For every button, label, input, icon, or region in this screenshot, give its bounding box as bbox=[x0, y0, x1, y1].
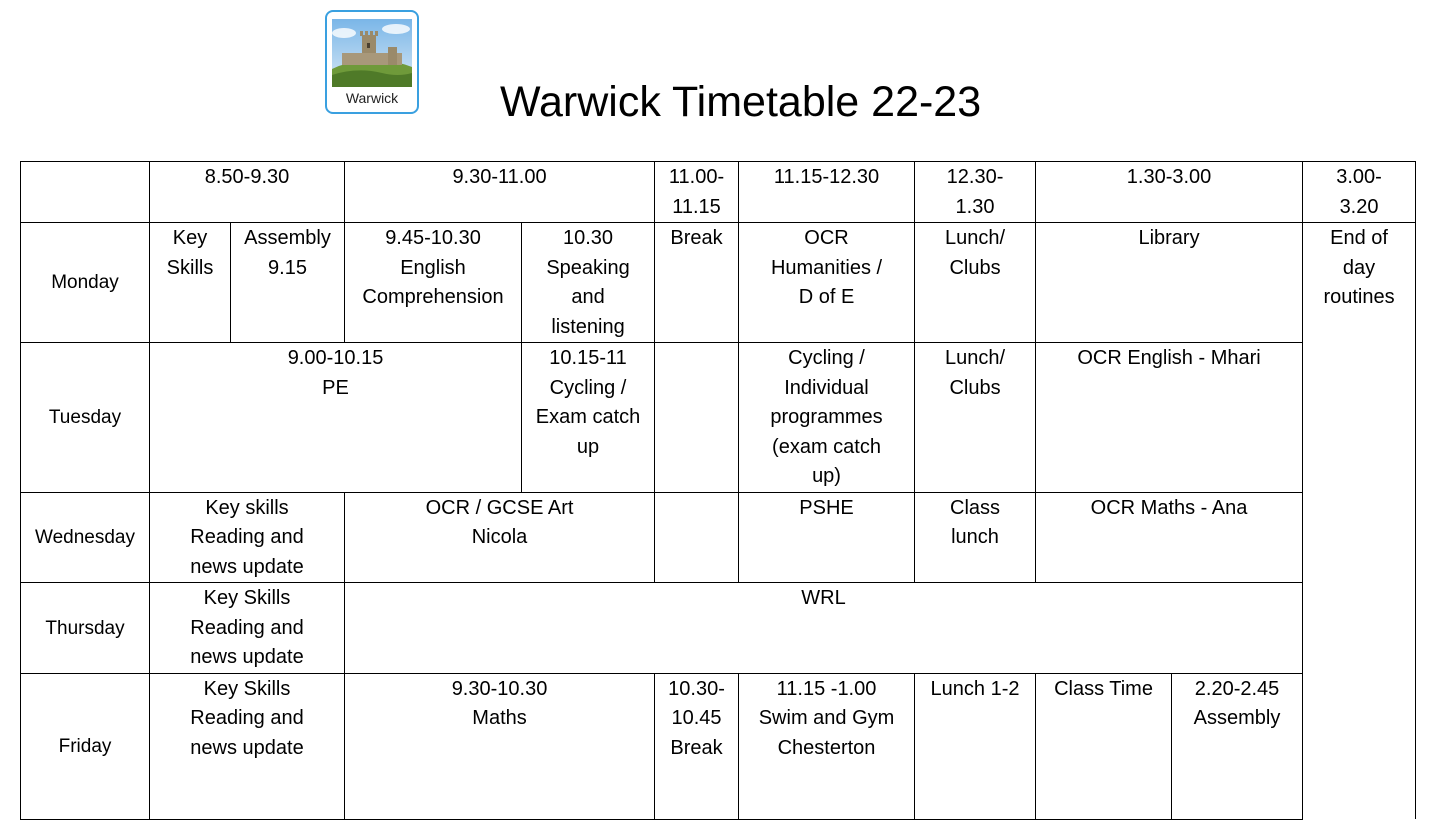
monday-english bbox=[345, 223, 522, 343]
friday-lunch bbox=[915, 673, 1036, 819]
cell-text-line: PE bbox=[322, 376, 349, 399]
wednesday-key-skills bbox=[150, 492, 345, 583]
cell-text-line: routines bbox=[1323, 286, 1395, 308]
timetable bbox=[20, 161, 1416, 820]
cell-text-line: 3.20 bbox=[1339, 195, 1379, 218]
wednesday-ocr-maths bbox=[1036, 492, 1303, 583]
cell-text-line: PSHE bbox=[799, 496, 854, 519]
cell-text-line: Key Skills bbox=[203, 587, 291, 609]
cell-text-line: D of E bbox=[798, 286, 855, 308]
cell-text-line: 10.30- bbox=[668, 677, 725, 700]
day-label-friday: Friday bbox=[21, 673, 150, 819]
cell-text-line: 11.15 -1.00 bbox=[776, 677, 877, 700]
cell-text-line: Clubs bbox=[949, 256, 1001, 279]
cell-text-line: Maths bbox=[472, 707, 527, 729]
cell-text-line: OCR English - Mhari bbox=[1077, 347, 1261, 369]
cell-text-line: Break bbox=[670, 227, 723, 249]
wednesday-pshe bbox=[739, 492, 915, 583]
day-label-monday: Monday bbox=[21, 223, 150, 343]
cell-text-line: Exam catch bbox=[535, 406, 641, 428]
tuesday-lunch bbox=[915, 343, 1036, 493]
day-label-tuesday: Tuesday bbox=[21, 343, 150, 493]
monday-ocr bbox=[739, 223, 915, 343]
cell-text-line: 3.00- bbox=[1336, 166, 1382, 188]
end-of-day-routines bbox=[1303, 223, 1416, 820]
wednesday-lunch bbox=[915, 492, 1036, 583]
cell-text-line: End of bbox=[1330, 227, 1388, 249]
wednesday-art bbox=[345, 492, 655, 583]
header-row bbox=[21, 162, 1416, 223]
cell-text-line: lunch bbox=[951, 526, 999, 548]
friday-class-time bbox=[1036, 673, 1172, 819]
cell-text-line: Chesterton bbox=[777, 736, 876, 759]
cell-text-line: up bbox=[576, 435, 600, 458]
cell-text-line: 9.00-10.15 bbox=[287, 347, 384, 369]
monday-library bbox=[1036, 223, 1303, 343]
cell-text-line: OCR / GCSE Art bbox=[425, 496, 574, 519]
cell-text-line: Speaking bbox=[546, 256, 630, 279]
cell-text-line: news update bbox=[190, 646, 304, 668]
cell-text-line: 1.30-3.00 bbox=[1126, 166, 1212, 188]
cell-text-line: and bbox=[571, 286, 605, 308]
cell-text-line: Humanities / bbox=[770, 256, 883, 279]
cell-text-line: 2.20-2.45 bbox=[1194, 677, 1280, 700]
cell-text-line: Comprehension bbox=[362, 286, 504, 308]
cell-text-line: 12.30- bbox=[946, 166, 1004, 188]
cell-text-line: Class Time bbox=[1054, 677, 1153, 700]
time-slot-6 bbox=[1036, 162, 1303, 223]
day-label-thursday: Thursday bbox=[21, 583, 150, 674]
cell-text-line: 9.30-11.00 bbox=[452, 166, 547, 188]
cell-text-line: Nicola bbox=[471, 526, 528, 548]
cell-text-line: Reading and bbox=[190, 707, 304, 729]
cell-text-line: Assembly bbox=[1193, 707, 1281, 729]
tuesday-ocr-english bbox=[1036, 343, 1303, 493]
cell-text-line: English bbox=[400, 256, 466, 279]
cell-text-line: WRL bbox=[801, 587, 846, 609]
page-title: Warwick Timetable 22-23 bbox=[500, 78, 982, 126]
time-slot-1 bbox=[150, 162, 345, 223]
cell-text-line: 1.30 bbox=[955, 195, 995, 218]
cell-text-line: news update bbox=[190, 736, 304, 759]
cell-text-line: up) bbox=[812, 465, 841, 487]
tuesday-break-empty bbox=[655, 343, 739, 493]
cell-text-line: Cycling / bbox=[788, 347, 865, 369]
cell-text-line: 10.15-11 bbox=[549, 347, 627, 369]
day-label-wednesday: Wednesday bbox=[21, 492, 150, 583]
wednesday-break-empty bbox=[655, 492, 739, 583]
cell-text-line: OCR Maths - Ana bbox=[1090, 496, 1248, 519]
cell-text-line: Break bbox=[670, 736, 723, 759]
thursday-wrl bbox=[345, 583, 1303, 674]
cell-text-line: news update bbox=[190, 555, 304, 578]
cell-text-line: Key Skills bbox=[203, 677, 291, 700]
cell-text-line: day bbox=[1342, 256, 1376, 279]
tuesday-row bbox=[21, 343, 1416, 493]
cell-text-line: 11.00- bbox=[668, 166, 725, 188]
time-slot-3 bbox=[655, 162, 739, 223]
friday-key-skills bbox=[150, 673, 345, 819]
cell-text-line: Skills bbox=[166, 256, 214, 279]
cell-text-line: 9.45-10.30 bbox=[385, 227, 481, 249]
corner-cell bbox=[21, 162, 150, 223]
friday-break bbox=[655, 673, 739, 819]
time-slot-7 bbox=[1303, 162, 1416, 223]
friday-maths bbox=[345, 673, 655, 819]
monday-row bbox=[21, 223, 1416, 343]
time-slot-4 bbox=[739, 162, 915, 223]
cell-text-line: Reading and bbox=[190, 616, 304, 639]
cell-text-line: Library bbox=[1138, 227, 1200, 249]
cell-text-line: programmes bbox=[770, 406, 883, 428]
cell-text-line: Clubs bbox=[949, 376, 1001, 399]
friday-row bbox=[21, 673, 1416, 819]
monday-key-skills bbox=[150, 223, 231, 343]
cell-text-line: Class bbox=[950, 496, 1001, 519]
cell-text-line: Lunch/ bbox=[944, 347, 1006, 369]
cell-text-line: 11.15-12.30 bbox=[773, 166, 880, 188]
thursday-row bbox=[21, 583, 1416, 674]
friday-assembly bbox=[1172, 673, 1303, 819]
cell-text-line: Key bbox=[172, 227, 208, 249]
cell-text-line: (exam catch bbox=[772, 435, 881, 458]
cell-text-line: Lunch 1-2 bbox=[930, 677, 1020, 700]
cell-text-line: 9.15 bbox=[268, 256, 307, 279]
cell-text-line: Assembly bbox=[244, 227, 331, 249]
tuesday-programmes bbox=[739, 343, 915, 493]
time-slot-2 bbox=[345, 162, 655, 223]
monday-assembly bbox=[231, 223, 345, 343]
cell-text-line: 8.50-9.30 bbox=[204, 166, 290, 188]
time-slot-5 bbox=[915, 162, 1036, 223]
cell-text-line: Swim and Gym bbox=[758, 707, 895, 729]
logo-label: Warwick bbox=[345, 90, 399, 106]
cell-text-line: Individual bbox=[784, 376, 869, 399]
friday-swim bbox=[739, 673, 915, 819]
tuesday-pe bbox=[150, 343, 522, 493]
cell-text-line: 10.30 bbox=[562, 227, 614, 249]
tuesday-cycling bbox=[522, 343, 655, 493]
castle-icon bbox=[332, 19, 412, 87]
cell-text-line: Reading and bbox=[190, 526, 304, 548]
cell-text-line: listening bbox=[551, 315, 625, 338]
cell-text-line: 11.15 bbox=[672, 195, 721, 218]
cell-text-line: OCR bbox=[804, 227, 849, 249]
monday-break bbox=[655, 223, 739, 343]
cell-text-line: Key skills bbox=[205, 496, 289, 519]
monday-speaking bbox=[522, 223, 655, 343]
thursday-key-skills bbox=[150, 583, 345, 674]
cell-text-line: 9.30-10.30 bbox=[451, 677, 548, 700]
warwick-logo bbox=[325, 10, 419, 114]
wednesday-row bbox=[21, 492, 1416, 583]
monday-lunch bbox=[915, 223, 1036, 343]
cell-text-line: Cycling / bbox=[549, 376, 627, 399]
cell-text-line: Lunch/ bbox=[944, 227, 1006, 249]
cell-text-line: 10.45 bbox=[671, 707, 722, 729]
